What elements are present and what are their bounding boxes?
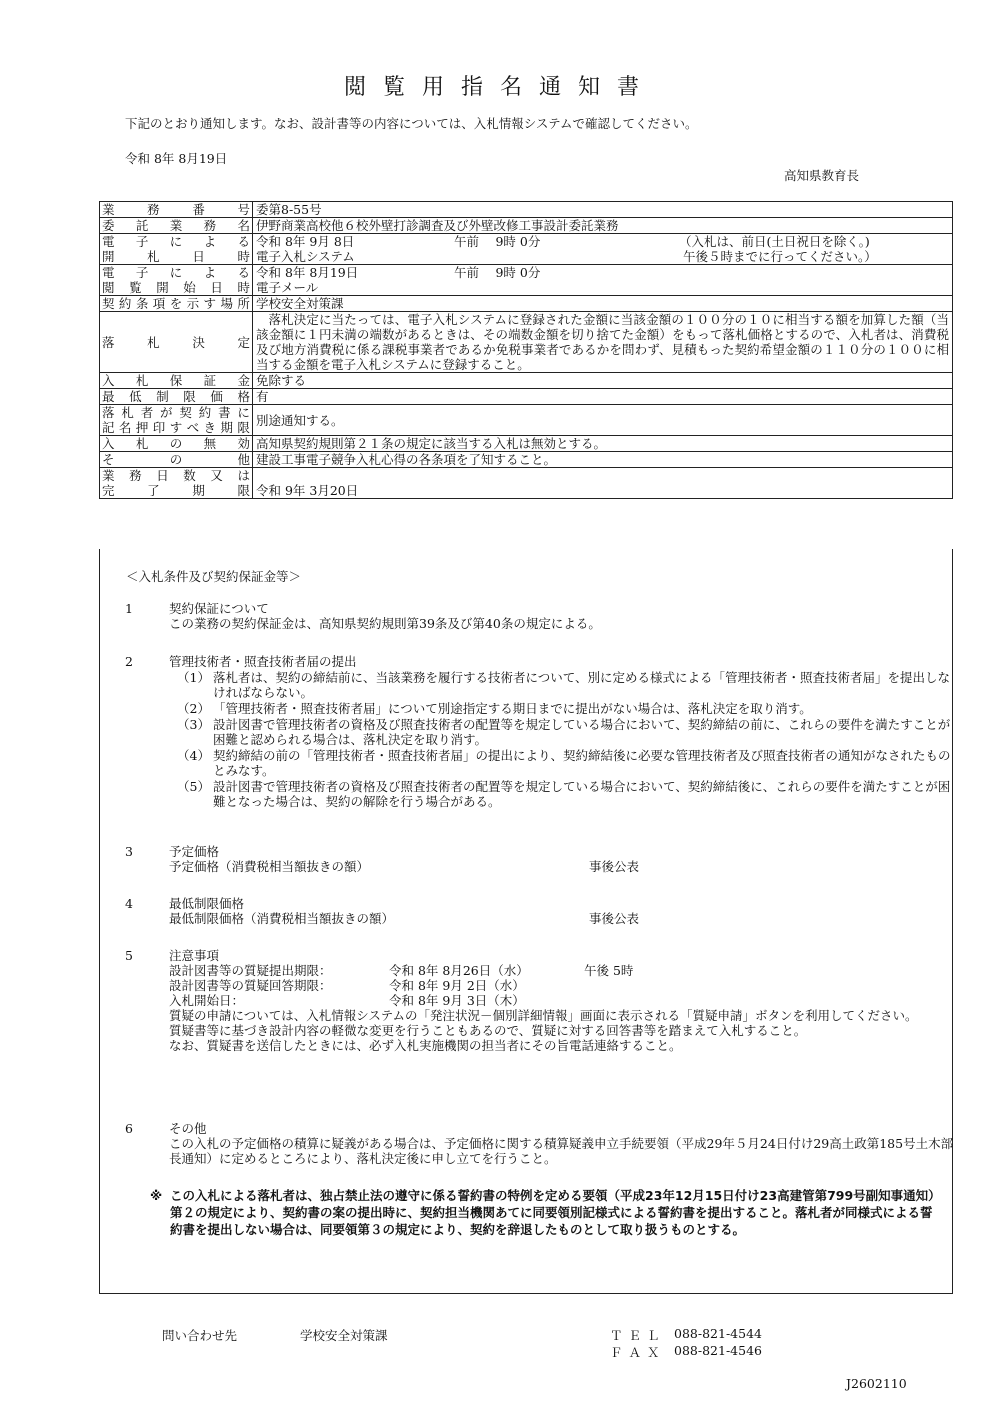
label-char: 札 (147, 249, 160, 264)
label-char: 決 (192, 334, 205, 350)
item-number: （1） (177, 670, 210, 685)
row-label (102, 218, 250, 233)
note-paragraph: 質疑書等に基づき設計内容の軽微な変更を行うこともあるので、質疑に対する回答書等を踏まえて入札すること。 (169, 1023, 807, 1038)
section-number: 6 (125, 1121, 133, 1136)
label-char: す (169, 420, 183, 435)
label-char: そ (102, 452, 115, 467)
label-char: 示 (186, 296, 200, 311)
label-char: 最 (102, 389, 115, 404)
etsuran-date: 令和 8年 8月19日 (256, 265, 359, 280)
fax-number: 088-821-4546 (674, 1343, 762, 1358)
list-item (125, 670, 961, 700)
item-number: （5） (177, 779, 210, 794)
label-char: 無 (203, 436, 217, 451)
kaisatsu-time: 午前 9時 0分 (454, 234, 541, 249)
label-char: 印 (152, 420, 166, 435)
row-value: 学校安全対策課 (253, 296, 953, 312)
label-char: 電 (102, 265, 115, 280)
label-char: 条 (135, 296, 149, 311)
price-label: 予定価格（消費税相当額抜きの額） (169, 859, 370, 874)
label-char: 始 (183, 280, 196, 295)
table-row (100, 468, 953, 499)
label-char: 数 (183, 468, 196, 483)
label-char: 限 (237, 420, 250, 435)
label-char: 入 (102, 373, 115, 388)
label-char: 務 (129, 468, 142, 483)
label-char: べ (186, 420, 200, 435)
list-item (125, 717, 961, 747)
label-char: 業 (169, 218, 183, 233)
deadline-label: 入札開始日： (169, 993, 245, 1008)
table-row (100, 452, 953, 468)
table-row (100, 405, 953, 436)
tel-number: 088-821-4544 (674, 1326, 762, 1341)
label-char: 他 (237, 452, 250, 467)
label-char: に (237, 405, 250, 420)
section-title: 予定価格 (169, 844, 220, 859)
label-char: 者 (140, 405, 154, 420)
etsuran-method: 電子メール (256, 280, 319, 295)
label-char: 証 (203, 373, 217, 388)
label-char: 定 (237, 334, 250, 350)
table-row (100, 296, 953, 312)
deadline-date: 令和 8年 8月26日（水） (389, 963, 529, 978)
row-label (102, 452, 250, 467)
label-char: 日 (210, 280, 223, 295)
label-char: 限 (183, 389, 196, 404)
label-char: 押 (135, 420, 149, 435)
kaisatsu-note: （入札は、前日(土日祝日を除く。) (679, 234, 870, 249)
row-value: 別途通知する。 (253, 405, 953, 436)
label-char: 電 (102, 234, 115, 249)
section-title: 契約保証について (169, 601, 269, 616)
issuer: 高知県教育長 (784, 168, 860, 183)
row-label (102, 280, 250, 295)
section-title: 最低制限価格 (169, 896, 245, 911)
label-char: す (203, 296, 217, 311)
label-char: 閲 (102, 280, 115, 295)
section-number: 2 (125, 654, 133, 669)
label-char: 入 (102, 436, 115, 451)
label-char: 効 (237, 436, 250, 451)
label-char: る (237, 234, 250, 249)
section-number: 3 (125, 844, 133, 859)
label-char: 約 (198, 405, 212, 420)
row-label (102, 202, 250, 217)
label-char: が (160, 405, 173, 420)
row-value: 委第8-55号 (253, 202, 953, 218)
label-char: 約 (118, 296, 132, 311)
list-item (125, 701, 961, 716)
price-value: 事後公表 (589, 859, 640, 874)
deadline-label: 設計図書等の質疑提出期限： (169, 963, 332, 978)
label-char: の (169, 436, 183, 451)
notice-text: この入札による落札者は、独占禁止法の遵守に係る誓約書の特例を定める要領（平成23年12月15日付け23高建管第799号副知事通知）第２の規定により、契約書の案の提出時に、契約担当機関あてに同要領別記様式による誓約書を提出すること。落札者が同様式による誓約書を提出しない場合は、同要領第３の規定により、契約を辞退したものとして取り扱うものとする。 (170, 1188, 935, 1237)
kaisatsu-date: 令和 8年 9月 8日 (256, 234, 355, 249)
etsuran-time: 午前 9時 0分 (454, 265, 541, 280)
label-char: 開 (156, 280, 169, 295)
contact-label: 問い合わせ先 (162, 1328, 238, 1343)
item-number: （4） (177, 748, 210, 763)
label-char: 契 (102, 296, 115, 311)
section-body: この業務の契約保証金は、高知県契約規則第39条及び第40条の規定による。 (169, 616, 601, 631)
label-char: 所 (237, 296, 250, 311)
label-char: 子 (135, 265, 149, 280)
section-title: 注意事項 (169, 948, 220, 963)
label-char: 子 (135, 234, 149, 249)
label-char: 開 (102, 249, 115, 264)
row-value: 高知県契約規則第２１条の規定に該当する入札は無効とする。 (253, 436, 953, 452)
section-body: この入札の予定価格の積算に疑義がある場合は、予定価格に関する積算疑義申立手続要領（平成29年５月24日付け29高土政第185号土木部長通知）に定めるところにより、落札決定後に申し立てを行うこと。 (169, 1136, 954, 1166)
label-char: は (237, 468, 250, 483)
row-label (102, 249, 250, 264)
row-label (102, 335, 250, 350)
row-label (102, 265, 250, 280)
label-char: 保 (169, 373, 183, 388)
label-char: 金 (237, 373, 250, 388)
row-label (102, 389, 250, 404)
deadline-label: 設計図書等の質疑回答期限： (169, 978, 332, 993)
label-char: 日 (156, 468, 169, 483)
item-number: （3） (177, 717, 210, 732)
label-char: よ (203, 265, 217, 280)
label-char: 制 (156, 389, 169, 404)
table-row (100, 312, 953, 373)
row-label (102, 234, 250, 249)
row-value: 免除する (253, 373, 953, 389)
label-char: に (169, 234, 183, 249)
label-char: 記 (102, 420, 115, 435)
item-text: 設計図書で管理技術者の資格及び照査技術者の配置等を規定している場合において、契約締結の前に、これらの要件を満たすことが困難と認められる場合は、落札決定を取り消す。 (213, 717, 951, 747)
label-char: 札 (135, 373, 149, 388)
row-value: 建設工事電子競争入札心得の各条項を了知すること。 (253, 452, 953, 468)
notice-mark: ※ (150, 1188, 163, 1203)
document-code: J2602110 (846, 1376, 907, 1391)
label-char: 書 (218, 405, 231, 420)
item-text: 落札者は、契約の締結前に、当該業務を履行する技術者について、別に定める様式による「管理技術者・照査技術者届」を提出しなければならない。 (213, 670, 951, 700)
table-row (100, 389, 953, 405)
conditions-heading: ＜入札条件及び契約保証金等＞ (126, 569, 302, 584)
row-label (102, 373, 250, 388)
label-char: 番 (192, 202, 205, 217)
notice-block (150, 1187, 940, 1238)
kaisatsu-note: 午後５時までに行ってください。） (683, 249, 877, 264)
label-char: き (203, 420, 217, 435)
table-row (100, 436, 953, 452)
label-char: 時 (237, 280, 250, 295)
section-number: 5 (125, 948, 133, 963)
deadline-date: 令和 8年 9月 2日（水） (389, 978, 525, 993)
table-row (100, 202, 953, 218)
label-char: 札 (147, 334, 160, 350)
label-char: 名 (118, 420, 132, 435)
page-title: 閲覧用指名通知書 (343, 75, 656, 100)
item-text: 設計図書で管理技術者の資格及び照査技術者の配置等を規定している場合において、契約締結後に、これらの要件を満たすことが困難となった場合は、契約の解除を行う場合がある。 (213, 779, 951, 809)
label-char: 契 (179, 405, 192, 420)
label-char: 場 (220, 296, 233, 311)
label-char: 覧 (129, 280, 142, 295)
label-char: 落 (102, 334, 115, 350)
label-char: 格 (237, 389, 250, 404)
table-row (100, 373, 953, 389)
label-char: 委 (102, 218, 115, 233)
list-item (125, 748, 961, 778)
table-row (100, 234, 953, 265)
section-title: その他 (169, 1121, 207, 1136)
row-label (102, 296, 250, 311)
deadline-date: 令和 8年 9月 3日（木） (389, 993, 525, 1008)
label-char: 期 (220, 420, 233, 435)
section-title: 管理技術者・照査技術者届の提出 (169, 654, 357, 669)
label-char: 低 (129, 389, 142, 404)
label-char: 業 (102, 468, 115, 483)
label-char: 項 (152, 296, 166, 311)
table-row (100, 218, 953, 234)
row-value: 令和 9年 3月20日 (253, 468, 953, 499)
deadline-time: 午後 5時 (584, 963, 634, 978)
item-number: （2） (177, 701, 210, 716)
label-char: 又 (210, 468, 223, 483)
label-char: 価 (210, 389, 223, 404)
tel-label: ＴＥＬ (610, 1328, 666, 1343)
section-number: 4 (125, 896, 133, 911)
label-char: の (169, 452, 183, 467)
label-char: 限 (237, 483, 250, 498)
row-label (102, 468, 250, 483)
label-char: に (169, 265, 183, 280)
note-paragraph: 質疑の申請については、入札情報システムの「発注状況－個別詳細情報」画面に表示される「質疑申請」ボタンを利用してください。 (169, 1008, 918, 1023)
info-table (99, 201, 953, 499)
price-label: 最低制限価格（消費税相当額抜きの額） (169, 911, 395, 926)
label-char: 託 (135, 218, 149, 233)
label-char: 務 (203, 218, 217, 233)
label-char: 名 (237, 218, 250, 233)
row-label (102, 483, 250, 498)
price-value: 事後公表 (589, 911, 640, 926)
label-char: 時 (237, 249, 250, 264)
label-char: 期 (192, 483, 205, 498)
item-text: 「管理技術者・照査技術者届」について別途指定する期日までに提出がない場合は、落札決定を取り消す。 (213, 701, 812, 716)
row-label (102, 436, 250, 451)
table-row (100, 265, 953, 296)
section-number: 1 (125, 601, 133, 616)
label-char: 札 (135, 436, 149, 451)
contact-dept: 学校安全対策課 (300, 1328, 388, 1343)
intro-text: 下記のとおり通知します。なお、設計書等の内容については、入札情報システムで確認してください。 (125, 116, 698, 131)
label-char: 札 (121, 405, 134, 420)
label-char: る (237, 265, 250, 280)
row-value: 有 (253, 389, 953, 405)
label-char: 号 (237, 202, 250, 217)
rakusatsu-text: 落札決定に当たっては、電子入札システムに登録された金額に当該金額の１００分の１０に相当する額を加算した額（当該金額に１円未満の端数があるときは、その端数金額を切り捨てた金額）をもって落札価格とするので、入札者は、消費税及び地方消費税に係る課税事業者であるか免税事業者であるかを問わず、見積もった契約希望金額の１１０分の１００に相当する金額を電子入札システムに登録すること。 (253, 312, 953, 373)
label-char: 業 (102, 202, 115, 217)
label-char: 日 (192, 249, 205, 264)
list-item (125, 779, 961, 809)
label-char: 務 (147, 202, 160, 217)
note-paragraph: なお、質疑書を送信したときには、必ず入札実施機関の担当者にその旨電話連絡すること。 (169, 1038, 682, 1053)
label-char: 完 (102, 483, 115, 498)
kaisatsu-method: 電子入札システム (256, 249, 355, 264)
item-text: 契約締結の前の「管理技術者・照査技術者届」の提出により、契約締結後に必要な管理技術者及び照査技術者の通知がなされたものとみなす。 (213, 748, 951, 778)
label-char: 了 (147, 483, 160, 498)
label-char: よ (203, 234, 217, 249)
label-char: 落 (102, 405, 115, 420)
row-label (102, 420, 250, 435)
label-char: を (169, 296, 183, 311)
fax-label: ＦＡＸ (610, 1345, 666, 1360)
issue-date: 令和 8年 8月19日 (125, 151, 228, 166)
row-value: 伊野商業高校他６校外壁打診調査及び外壁改修工事設計委託業務 (253, 218, 953, 234)
row-label (102, 405, 250, 420)
